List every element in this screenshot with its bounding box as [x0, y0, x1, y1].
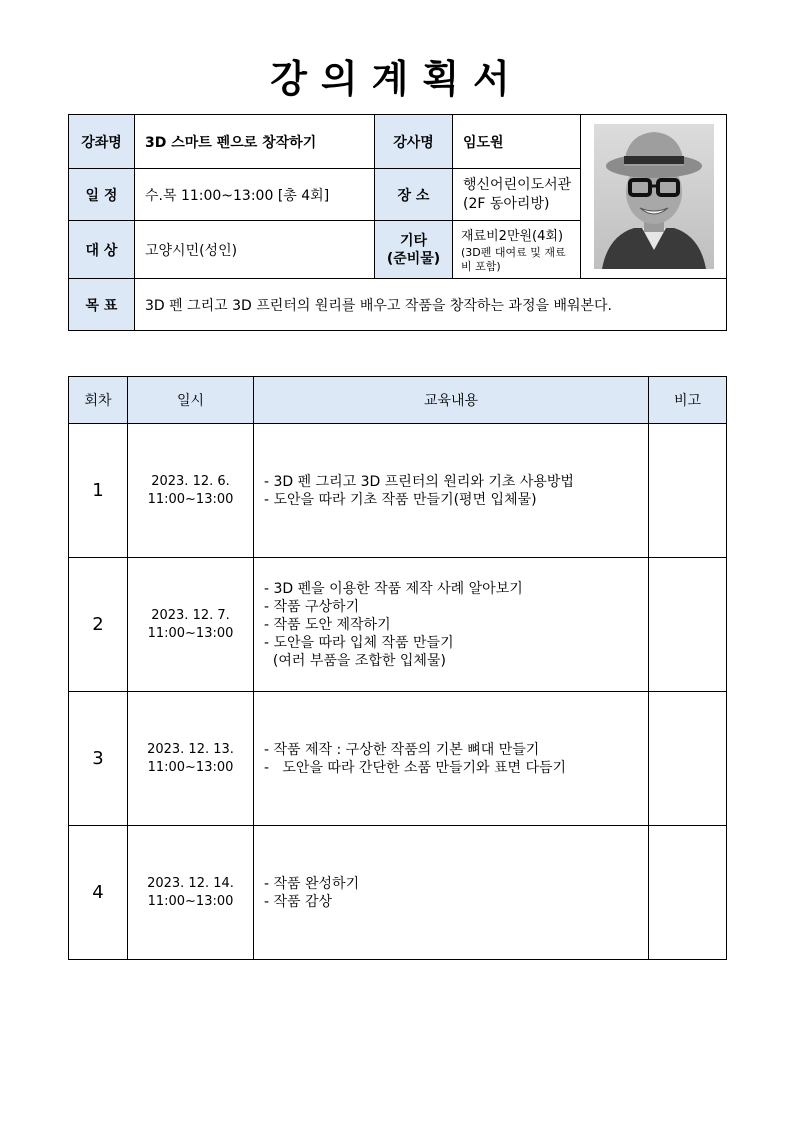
content-line: - 작품 감상 [264, 893, 333, 910]
header-session: 회차 [69, 377, 128, 424]
instructor-photo [594, 124, 714, 269]
content-line: (여러 부품을 조합한 입체물) [264, 652, 446, 669]
instructor-photo-cell [581, 115, 727, 279]
session-note [649, 558, 727, 692]
session-note [649, 826, 727, 960]
session-date: 2023. 12. 14. [147, 875, 234, 891]
session-content [254, 424, 649, 558]
etc-note: (3D펜 대여료 및 재료비 포함) [461, 246, 566, 273]
session-time: 11:00~13:00 [147, 491, 234, 507]
place-value: 행신어린이도서관 (2F 동아리방) [453, 169, 581, 221]
content-line: - 도안을 따라 기초 작품 만들기(평면 입체물) [264, 491, 537, 508]
session-datetime [128, 692, 254, 826]
goal-label: 목 표 [69, 279, 135, 331]
place-label: 장 소 [375, 169, 453, 221]
content-line: - 도안을 따라 입체 작품 만들기 [264, 634, 454, 651]
content-line: - 3D 펜을 이용한 작품 제작 사례 알아보기 [264, 580, 523, 597]
session-date: 2023. 12. 7. [151, 607, 230, 623]
table-row [69, 692, 727, 826]
table-row [69, 558, 727, 692]
session-note [649, 424, 727, 558]
session-content [254, 826, 649, 960]
header-datetime: 일시 [128, 377, 254, 424]
content-line: - 3D 펜 그리고 3D 프린터의 원리와 기초 사용방법 [264, 473, 574, 490]
time-label: 일 정 [69, 169, 135, 221]
content-line: - 작품 완성하기 [264, 875, 360, 892]
instructor-value: 임도원 [453, 115, 581, 169]
session-datetime [128, 558, 254, 692]
content-line: - 작품 제작 : 구상한 작품의 기본 뼈대 만들기 [264, 741, 540, 758]
target-label: 대 상 [69, 221, 135, 279]
session-number: 3 [69, 692, 128, 826]
header-content: 교육내용 [254, 377, 649, 424]
session-time: 11:00~13:00 [147, 759, 234, 775]
session-datetime [128, 826, 254, 960]
goal-value: 3D 펜 그리고 3D 프린터의 원리를 배우고 작품을 창작하는 과정을 배워본다. [135, 279, 727, 331]
session-number: 4 [69, 826, 128, 960]
session-note [649, 692, 727, 826]
etc-label: 기타 [399, 232, 428, 249]
etc-value: 재료비2만원(4회) [461, 229, 564, 244]
session-number: 1 [69, 424, 128, 558]
page-title: 강의계획서 [270, 57, 524, 101]
course-info-table [68, 114, 727, 331]
etc-value-cell [453, 221, 581, 279]
time-value: 수.목 11:00~13:00 [총 4회] [135, 169, 375, 221]
session-number: 2 [69, 558, 128, 692]
content-line: - 작품 구상하기 [264, 598, 360, 615]
etc-label-cell [375, 221, 453, 279]
table-row [69, 826, 727, 960]
etc-label-sub: (준비물) [386, 250, 441, 267]
target-value: 고양시민(성인) [135, 221, 375, 279]
session-date: 2023. 12. 6. [151, 473, 230, 489]
schedule-table [68, 376, 727, 960]
content-line: - 작품 도안 제작하기 [264, 616, 391, 633]
session-time: 11:00~13:00 [147, 625, 234, 641]
session-time: 11:00~13:00 [147, 893, 234, 909]
header-note: 비고 [649, 377, 727, 424]
course-value: 3D 스마트 펜으로 창작하기 [135, 115, 375, 169]
course-label: 강좌명 [69, 115, 135, 169]
session-content [254, 558, 649, 692]
session-content [254, 692, 649, 826]
instructor-label: 강사명 [375, 115, 453, 169]
content-line: - 도안을 따라 간단한 소품 만들기와 표면 다듬기 [264, 759, 567, 776]
session-date: 2023. 12. 13. [147, 741, 234, 757]
table-row [69, 424, 727, 558]
session-datetime [128, 424, 254, 558]
